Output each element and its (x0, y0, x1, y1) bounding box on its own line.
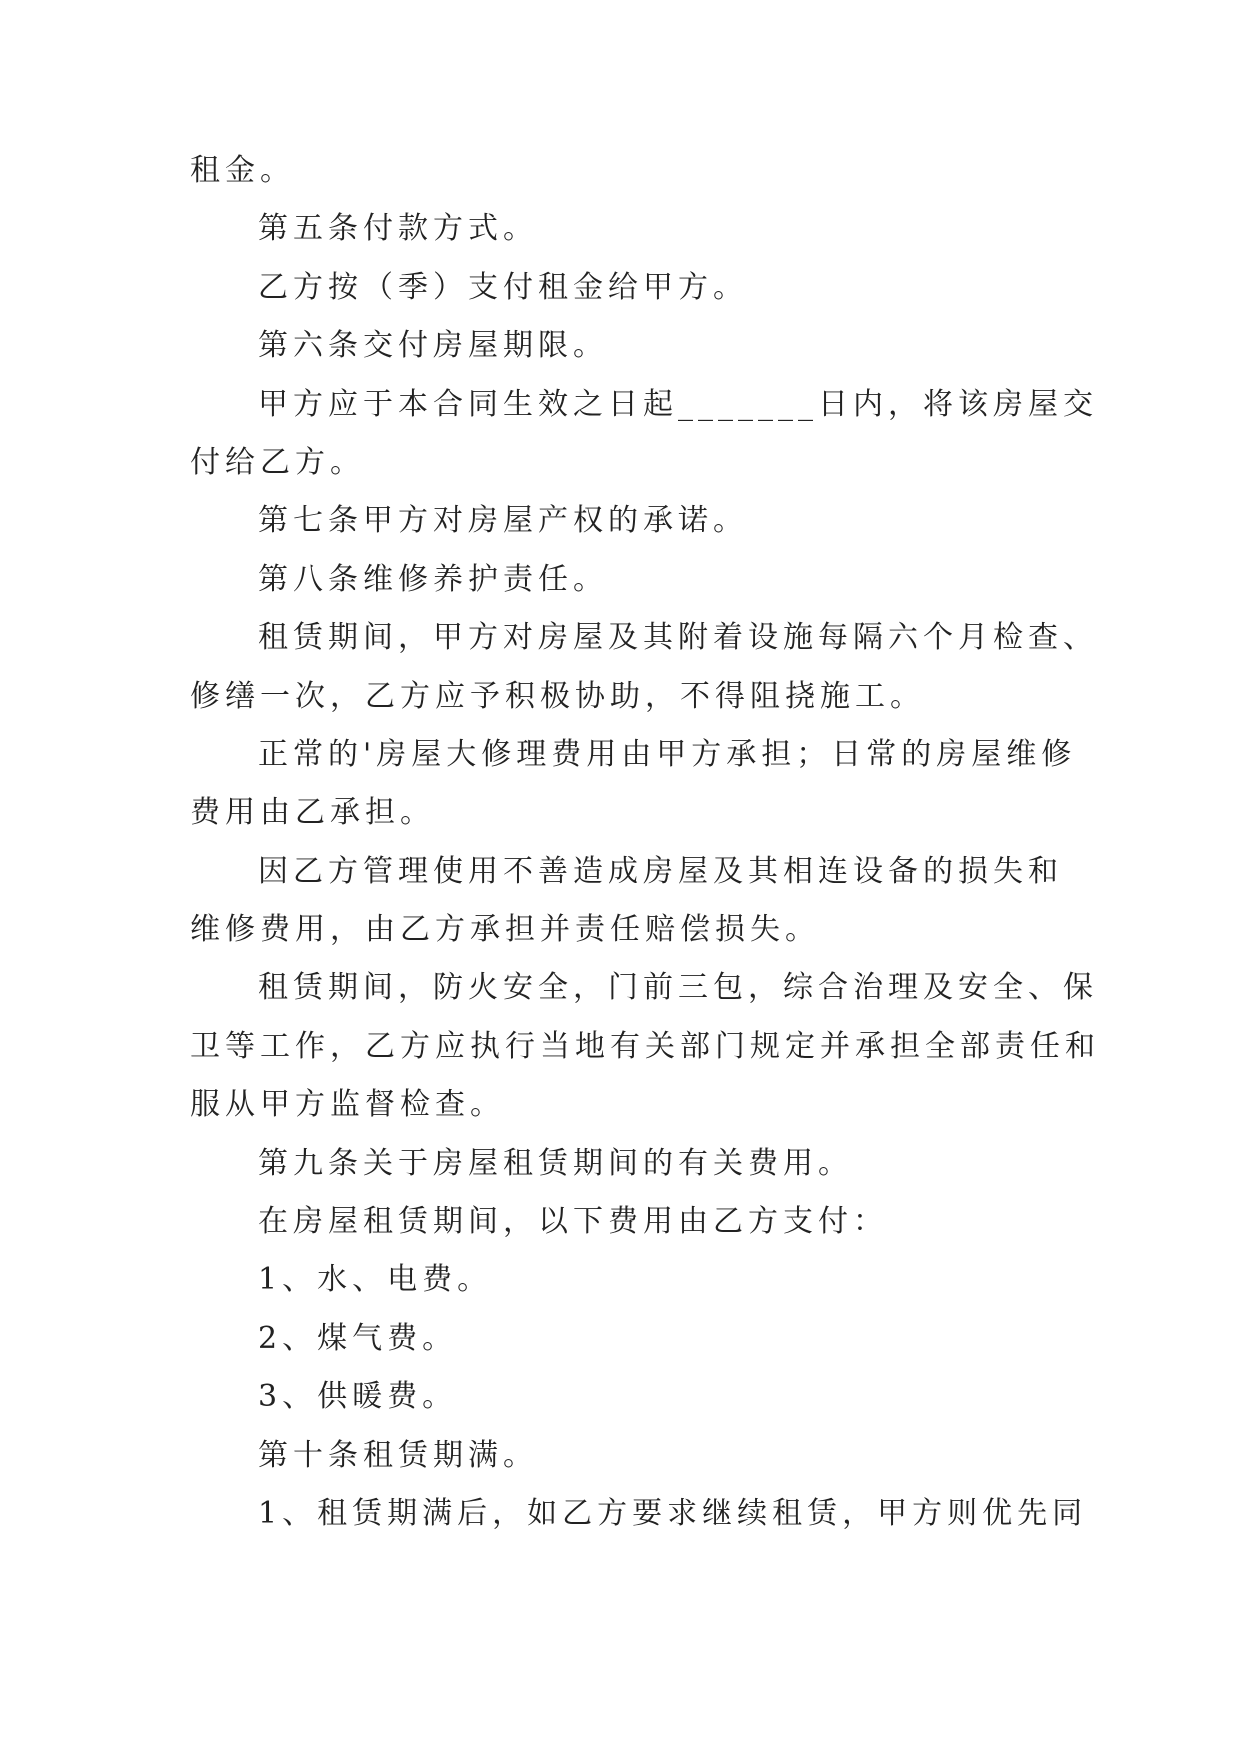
text-line: 甲方应于本合同生效之日起_______日内，将该房屋交 (258, 386, 1098, 422)
document-body (190, 142, 1100, 1543)
text-line: 3、供暖费。 (258, 1379, 458, 1415)
text-line: 第九条关于房屋租赁期间的有关费用。 (258, 1145, 853, 1181)
text-line: 1、水、电费。 (258, 1262, 493, 1298)
text-line: 第十条租赁期满。 (258, 1437, 538, 1473)
text-line: 卫等工作，乙方应执行当地有关部门规定并承担全部责任和 (190, 1028, 1100, 1064)
text-line: 付给乙方。 (190, 444, 365, 480)
text-line: 费用由乙承担。 (190, 795, 435, 831)
text-line: 租赁期间，甲方对房屋及其附着设施每隔六个月检查、 (258, 620, 1098, 656)
text-line: 第八条维修养护责任。 (258, 561, 608, 597)
text-line: 正常的'房屋大修理费用由甲方承担；日常的房屋维修 (258, 736, 1077, 772)
text-line: 第七条甲方对房屋产权的承诺。 (258, 503, 748, 539)
text-line: 2、煤气费。 (258, 1320, 458, 1356)
text-line: 在房屋租赁期间，以下费用由乙方支付： (258, 1204, 888, 1240)
text-line: 因乙方管理使用不善造成房屋及其相连设备的损失和 (258, 853, 1063, 889)
text-line: 第六条交付房屋期限。 (258, 328, 608, 364)
text-line: 租赁期间，防火安全，门前三包，综合治理及安全、保 (258, 970, 1098, 1006)
text-line: 维修费用，由乙方承担并责任赔偿损失。 (190, 912, 820, 948)
text-line: 1、租赁期满后，如乙方要求继续租赁，甲方则优先同 (258, 1495, 1088, 1531)
text-line: 乙方按（季）支付租金给甲方。 (258, 269, 748, 305)
text-line: 第五条付款方式。 (258, 211, 538, 247)
text-line: 租金。 (190, 153, 295, 188)
text-line: 服从甲方监督检查。 (190, 1087, 505, 1123)
text-line: 修缮一次，乙方应予积极协助，不得阻挠施工。 (190, 678, 925, 714)
